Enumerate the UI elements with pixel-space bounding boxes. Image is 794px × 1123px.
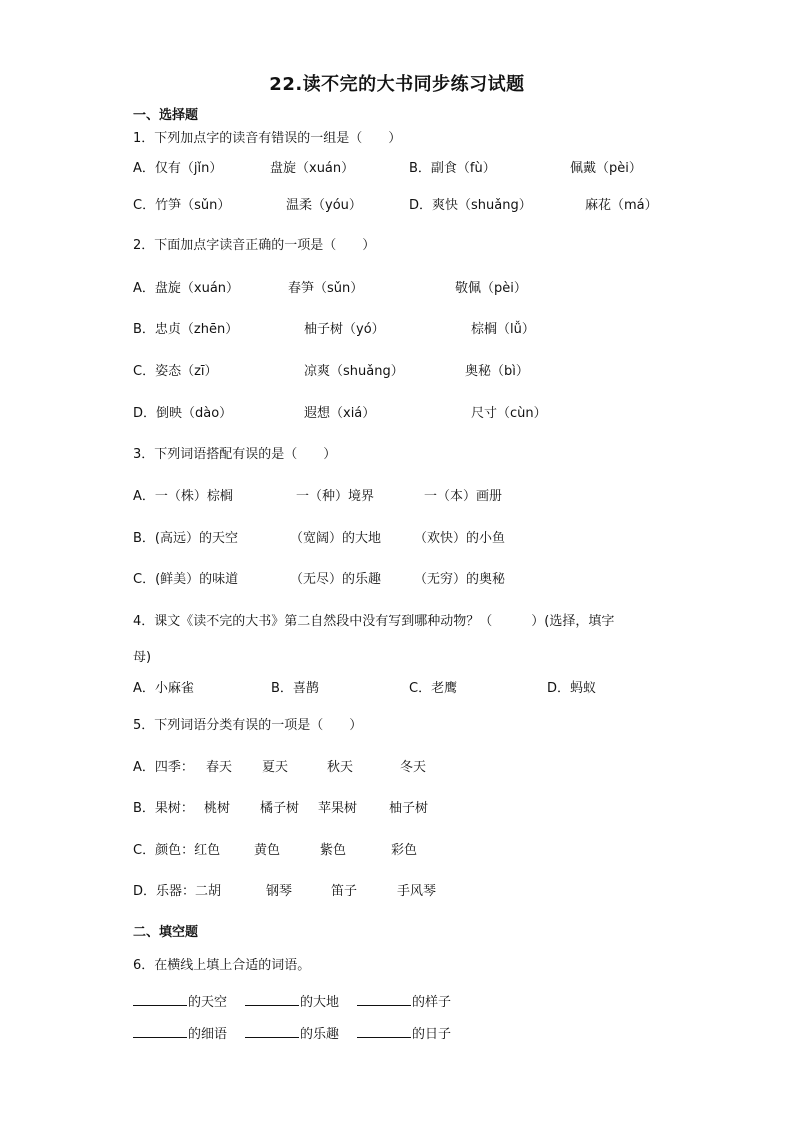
q5-option-d-w2: 钢琴 bbox=[266, 884, 293, 899]
q1-option-d-2: 麻花（má） bbox=[585, 198, 658, 213]
q6-blank-3-text: 的样子 bbox=[412, 995, 452, 1010]
q3-option-b-3: （欢快）的小鱼 bbox=[414, 531, 506, 546]
q6-blank-6-text: 的日子 bbox=[412, 1027, 452, 1042]
section-heading-choice: 一、选择题 bbox=[133, 108, 199, 123]
answer-blank[interactable] bbox=[133, 993, 187, 1006]
q6-blank-3 bbox=[357, 993, 451, 1011]
q2-option-c: C．姿态（zī） bbox=[133, 364, 218, 379]
q5-option-b-w3: 苹果树 bbox=[318, 801, 358, 816]
question-6-stem: 6．在横线上填上合适的词语。 bbox=[133, 958, 311, 973]
q3-option-b-2: （宽阔）的大地 bbox=[290, 531, 382, 546]
q5-option-a-w1: 春天 bbox=[206, 760, 233, 775]
answer-blank[interactable] bbox=[245, 993, 299, 1006]
q5-option-a: A．四季： bbox=[133, 760, 194, 775]
q5-option-c-w4: 彩色 bbox=[391, 843, 418, 858]
q6-blank-2-text: 的大地 bbox=[300, 995, 340, 1010]
answer-blank[interactable] bbox=[245, 1025, 299, 1038]
q5-option-c-w3: 紫色 bbox=[320, 843, 347, 858]
question-3-stem: 3．下列词语搭配有误的是（ ） bbox=[133, 447, 337, 462]
q1-option-a-2: 盘旋（xuán） bbox=[270, 161, 355, 176]
q6-blank-1-text: 的天空 bbox=[188, 995, 228, 1010]
q1-option-c: C．竹笋（sǔn） bbox=[133, 198, 231, 213]
q5-option-b-w4: 柚子树 bbox=[389, 801, 429, 816]
q6-blank-2 bbox=[245, 993, 339, 1011]
q4-option-d: D．蚂蚁 bbox=[547, 681, 597, 696]
q5-option-c-w2: 黄色 bbox=[254, 843, 281, 858]
q3-option-a-3: 一（本）画册 bbox=[424, 489, 503, 504]
q5-option-a-w4: 冬天 bbox=[400, 760, 427, 775]
q5-option-b-w1: 桃树 bbox=[204, 801, 231, 816]
q6-blank-5 bbox=[245, 1025, 339, 1043]
question-5-stem: 5．下列词语分类有误的一项是（ ） bbox=[133, 718, 363, 733]
q1-option-b-2: 佩戴（pèi） bbox=[570, 161, 642, 176]
q6-blank-5-text: 的乐趣 bbox=[300, 1027, 340, 1042]
q2-option-c-2: 凉爽（shuǎng） bbox=[304, 364, 404, 379]
q2-option-a: A．盘旋（xuán） bbox=[133, 281, 240, 296]
answer-blank[interactable] bbox=[357, 993, 411, 1006]
q1-option-c-2: 温柔（yóu） bbox=[286, 198, 362, 213]
q5-option-b-w2: 橘子树 bbox=[260, 801, 300, 816]
q3-option-b: B．(高远）的天空 bbox=[133, 531, 238, 546]
q5-option-c: C．颜色：红色 bbox=[133, 843, 221, 858]
q6-blank-6 bbox=[357, 1025, 451, 1043]
question-2-stem: 2．下面加点字读音正确的一项是（ ） bbox=[133, 238, 376, 253]
q5-option-b: B．果树： bbox=[133, 801, 194, 816]
q6-blank-4 bbox=[133, 1025, 227, 1043]
q5-option-a-w3: 秋天 bbox=[327, 760, 354, 775]
q6-blank-1 bbox=[133, 993, 227, 1011]
q5-option-a-w2: 夏天 bbox=[262, 760, 289, 775]
q3-option-c: C．(鲜美）的味道 bbox=[133, 572, 239, 587]
q3-option-c-3: （无穷）的奥秘 bbox=[414, 572, 506, 587]
q4-option-a: A．小麻雀 bbox=[133, 681, 194, 696]
question-4-stem: 4．课文《读不完的大书》第二自然段中没有写到哪种动物？（ ）(选择，填字 bbox=[133, 614, 615, 629]
q2-option-b-3: 棕榈（lǚ） bbox=[471, 322, 535, 337]
q4-option-c: C．老鹰 bbox=[409, 681, 458, 696]
q2-option-a-3: 敬佩（pèi） bbox=[455, 281, 527, 296]
q2-option-d-3: 尺寸（cùn） bbox=[471, 406, 547, 421]
q6-blank-4-text: 的细语 bbox=[188, 1027, 228, 1042]
q1-option-b: B．副食（fù） bbox=[409, 161, 496, 176]
q2-option-d: D．倒映（dào） bbox=[133, 406, 233, 421]
q2-option-c-3: 奥秘（bì） bbox=[465, 364, 529, 379]
q1-option-d: D．爽快（shuǎng） bbox=[409, 198, 532, 213]
q2-option-d-2: 遐想（xiá） bbox=[304, 406, 376, 421]
q3-option-c-2: （无尽）的乐趣 bbox=[290, 572, 382, 587]
q5-option-d: D．乐器：二胡 bbox=[133, 884, 222, 899]
answer-blank[interactable] bbox=[357, 1025, 411, 1038]
q2-option-a-2: 春笋（sǔn） bbox=[288, 281, 364, 296]
q5-option-d-w3: 笛子 bbox=[331, 884, 358, 899]
question-1-stem: 1．下列加点字的读音有错误的一组是（ ） bbox=[133, 131, 402, 146]
q2-option-b: B．忠贞（zhēn） bbox=[133, 322, 239, 337]
q3-option-a: A．一（株）棕榈 bbox=[133, 489, 233, 504]
q5-option-d-w4: 手风琴 bbox=[397, 884, 437, 899]
question-4-stem-cont: 母) bbox=[133, 650, 152, 665]
section-heading-fill: 二、填空题 bbox=[133, 925, 199, 940]
q4-option-b: B．喜鹊 bbox=[271, 681, 319, 696]
q1-option-a: A．仅有（jǐn） bbox=[133, 161, 223, 176]
q3-option-a-2: 一（种）境界 bbox=[296, 489, 375, 504]
answer-blank[interactable] bbox=[133, 1025, 187, 1038]
q2-option-b-2: 柚子树（yó） bbox=[304, 322, 385, 337]
page-title: 22.读不完的大书同步练习试题 bbox=[269, 74, 525, 95]
